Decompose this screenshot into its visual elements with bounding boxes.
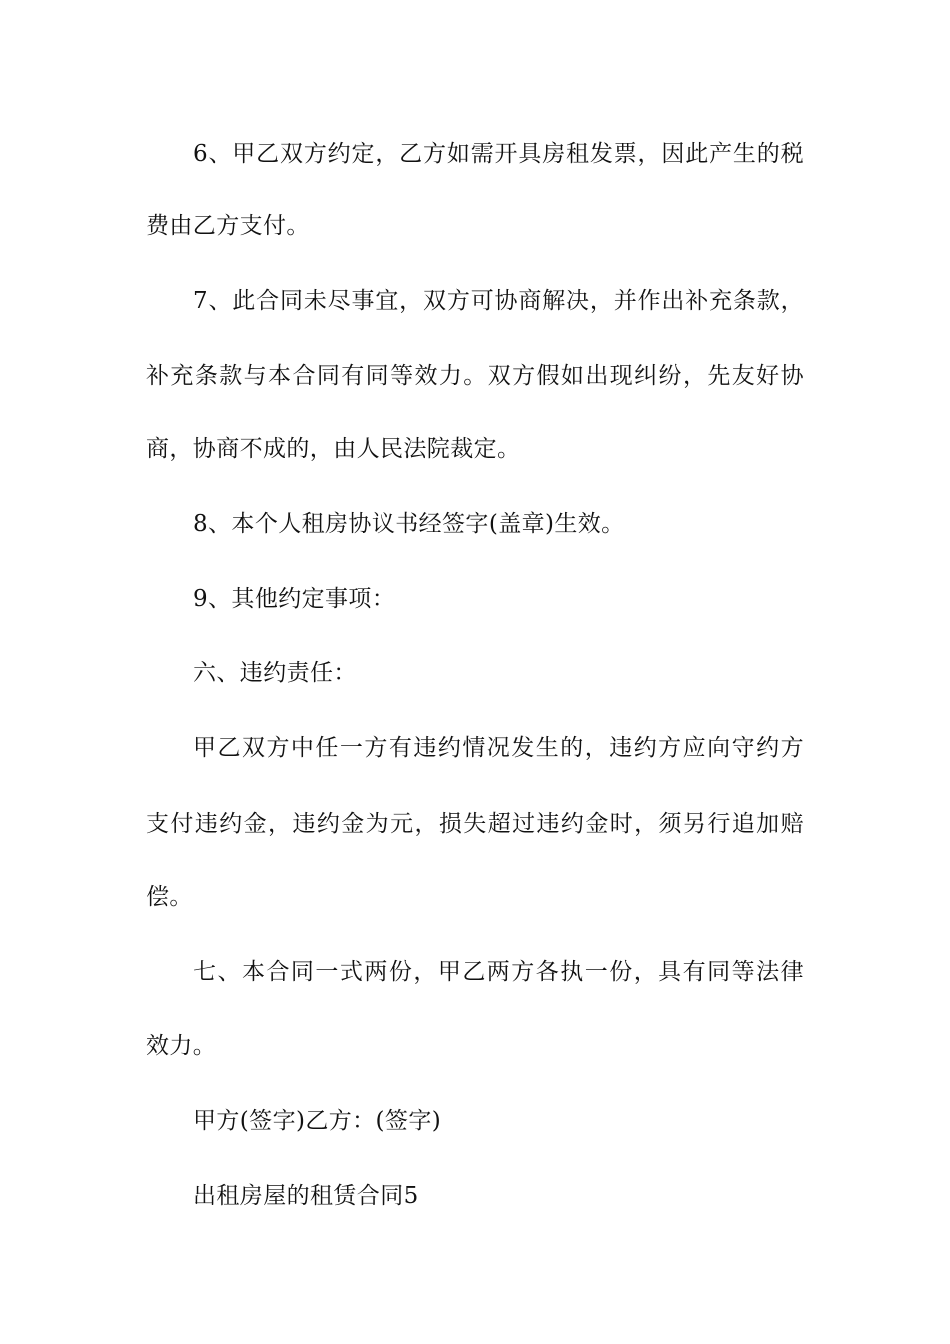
clause-7-line-2: 补充条款与本合同有同等效力。双方假如出现纠纷，先友好协 [146, 363, 804, 389]
clause-7-line-3: 商，协商不成的，由人民法院裁定。 [146, 436, 521, 462]
clause-6-line-2: 费由乙方支付。 [146, 213, 310, 239]
signature-line: 甲方(签字)乙方：(签字) [193, 1108, 442, 1134]
next-contract-title: 出租房屋的租赁合同5 [193, 1183, 419, 1209]
breach-line-2: 支付违约金，违约金为元，损失超过违约金时，须另行追加赔 [146, 811, 804, 837]
section-copies-line-2: 效力。 [146, 1033, 217, 1059]
clause-7-line-1: 7、此合同未尽事宜，双方可协商解决，并作出补充条款， [193, 288, 804, 314]
section-copies-line-1: 七、本合同一式两份，甲乙两方各执一份，具有同等法律 [193, 959, 804, 985]
section-breach-heading: 六、违约责任： [193, 660, 357, 686]
clause-6-line-1: 6、甲乙双方约定，乙方如需开具房租发票，因此产生的税 [193, 141, 804, 167]
breach-line-1: 甲乙双方中任一方有违约情况发生的，违约方应向守约方 [193, 735, 804, 761]
clause-8: 8、本个人租房协议书经签字(盖章)生效。 [193, 511, 625, 537]
clause-9: 9、其他约定事项： [193, 586, 396, 612]
breach-line-3: 偿。 [146, 884, 193, 910]
